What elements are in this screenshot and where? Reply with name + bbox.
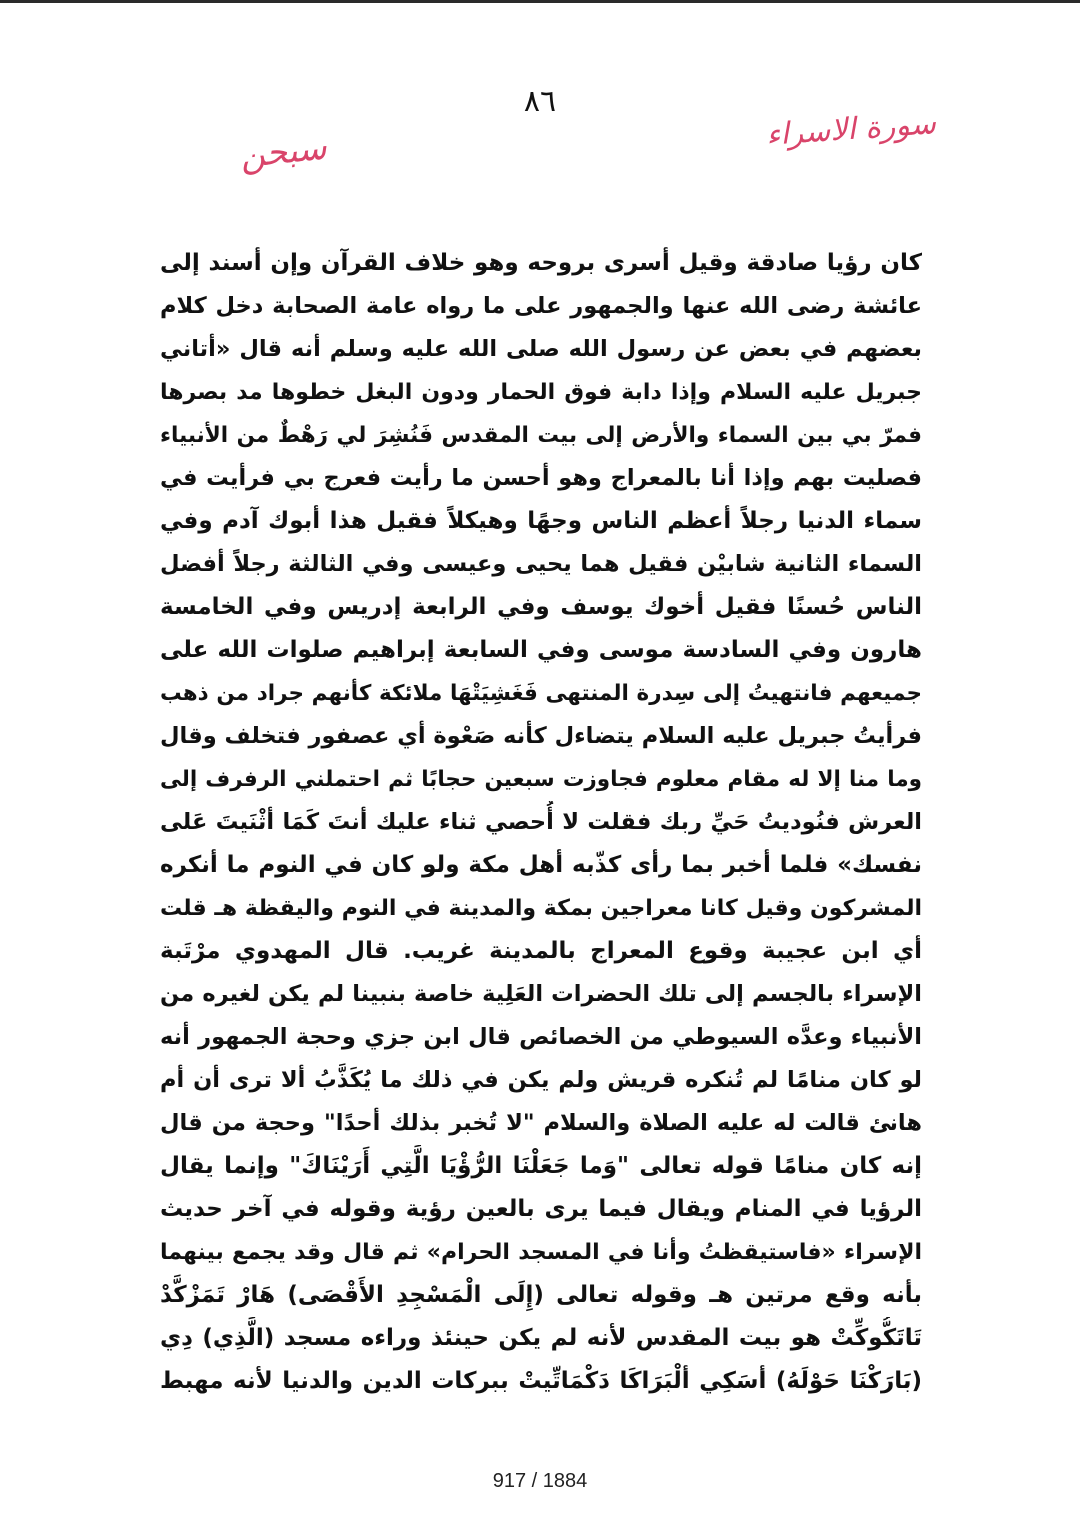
text-line: الأنبياء وعدَّه السيوطي من الخصائص قال ابن جزي وحجة الجمهور أنه: [160, 1024, 922, 1050]
text-line: جبريل عليه السلام وإذا دابة فوق الحمار ودون البغل خطوها مد بصرها: [160, 380, 922, 405]
text-line: سماء الدنيا رجلاً أعظم الناس وجهًا وهيكلاً فقيل هذا أبوك آدم وفي: [160, 508, 922, 534]
text-line: الإسراء «فاستيقظتُ وأنا في المسجد الحرام» ثم قال وقد يجمع بينهما: [160, 1240, 922, 1265]
body-text: [160, 242, 922, 1403]
text-line: بأنه وقع مرتين هـ وقوله تعالى (إِلَى الْمَسْجِدِ الأَقْصَى) هَارْ تَمَزْكَّدْ: [160, 1282, 922, 1308]
handwritten-surah-note: سورة الاسراء: [765, 106, 938, 153]
page-number: ٨٦: [523, 84, 557, 119]
handwritten-subhan-note: سبحن: [238, 127, 329, 177]
text-line: فرأيتُ جبريل عليه السلام يتضاءل كأنه صَعْوة أي عصفور فتخلف وقال: [160, 723, 922, 749]
text-line: كان رؤيا صادقة وقيل أسرى بروحه وهو خلاف القرآن وإن أسند إلى: [160, 250, 922, 276]
text-line: تَاتَكُّوكِّتْ هو بيت المقدس لأنه لم يكن حينئذ وراءه مسجد (الَّذِي) دِي: [160, 1325, 922, 1351]
text-line: لو كان منامًا لم تُنكره قريش ولم يكن في ذلك ما يُكَذَّبُ ألا ترى أن أم: [160, 1067, 922, 1093]
text-line: جميعهم فانتهيتُ إلى سِدرة المنتهى فَغَشِيَتْهَا ملائكة كأنهم جراد من ذهب: [160, 681, 922, 706]
text-line: فمرّ بي بين السماء والأرض إلى بيت المقدس فَنُشِرَ لي رَهْطٌ من الأنبياء: [160, 423, 922, 448]
text-line: الإسراء بالجسم إلى تلك الحضرات العَلِية خاصة بنبينا لم يكن لغيره من: [160, 981, 922, 1007]
pdf-page-counter: 917 / 1884: [492, 1470, 588, 1492]
text-line: أي ابن عجيبة وقوع المعراج بالمدينة غريب. قال المهدوي مرْتَبة: [160, 938, 922, 964]
text-line: السماء الثانية شابيْن فقيل هما يحيى وعيسى وفي الثالثة رجلاً أفضل: [160, 551, 922, 577]
text-line: إنه كان منامًا قوله تعالى "وَما جَعَلْنَا الرُّؤْيَا الَّتِي أَرَيْنَاكَ" وإنما يقال: [160, 1153, 922, 1179]
text-line: وما منا إلا له مقام معلوم فجاوزت سبعين حجابًا ثم احتملني الرفرف إلى: [160, 767, 922, 792]
text-line: الناس حُسنًا فقيل أخوك يوسف وفي الرابعة إدريس وفي الخامسة: [160, 594, 922, 620]
text-line: بعضهم في بعض عن رسول الله صلى الله عليه وسلم أنه قال «أتاني: [160, 336, 922, 362]
text-line: (بَارَكْنَا حَوْلَهُ) أسَكِي ألْبَرَاكَا دَكْمَاتِّيتْ ببركات الدين والدنيا لأنه مهبط: [160, 1368, 922, 1394]
text-line: عائشة رضى الله عنها والجمهور على ما رواه عامة الصحابة دخل كلام: [160, 293, 922, 319]
text-line: هانئ قالت له عليه الصلاة والسلام "لا تُخبر بذلك أحدًا" وحجة من قال: [160, 1110, 922, 1136]
text-line: الرؤيا في المنام ويقال فيما يرى بالعين رؤية وقوله في آخر حديث: [160, 1196, 922, 1222]
text-line: فصليت بهم وإذا أنا بالمعراج وهو أحسن ما رأيت فعرج بي فرأيت في: [160, 465, 922, 491]
text-line: نفسك» فلما أخبر بما رأى كذّبه أهل مكة ولو كان في النوم ما أنكره: [160, 852, 922, 878]
top-border-line: [0, 0, 1080, 3]
text-line: المشركون وقيل كانا معراجين بمكة والمدينة في النوم واليقظة هـ قلت: [160, 896, 922, 921]
text-line: العرش فنُوديتُ حَيِّ ربك فقلت لا أُحصي ثناء عليك أنتَ كَمَا أثْنَيتَ عَلى: [160, 809, 922, 835]
text-line: هارون وفي السادسة موسى وفي السابعة إبراهيم صلوات الله على: [160, 637, 922, 663]
